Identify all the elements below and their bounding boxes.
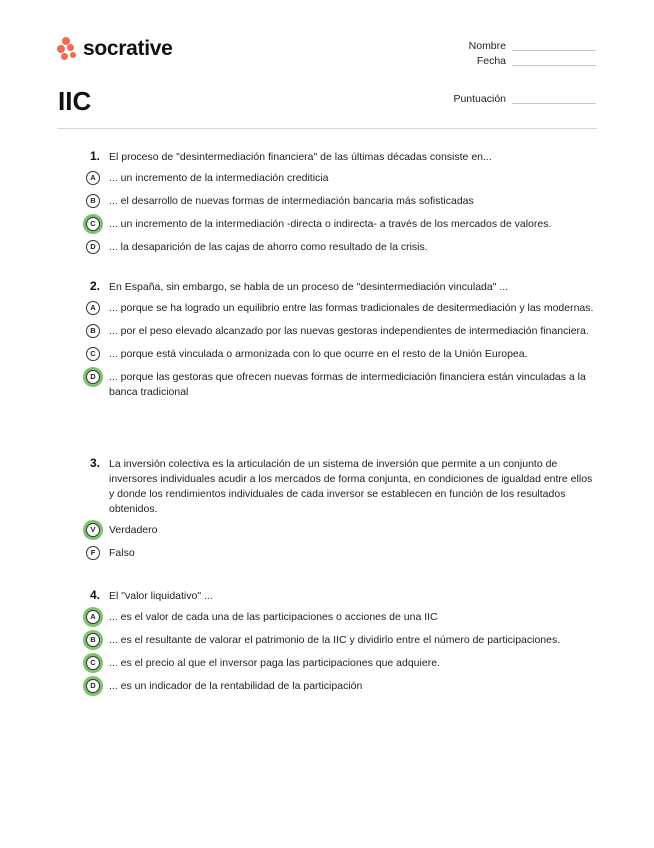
date-line[interactable] bbox=[512, 65, 596, 66]
name-label: Nombre bbox=[468, 40, 506, 52]
answer-text: ... el desarrollo de nuevas formas de intermediación bancaria más sofisticadas bbox=[109, 195, 474, 207]
socrative-logo bbox=[57, 37, 173, 61]
question-4 bbox=[86, 589, 596, 702]
question-stem bbox=[86, 457, 596, 517]
answer-bubble[interactable]: D bbox=[86, 240, 100, 254]
answer-option[interactable] bbox=[86, 324, 596, 339]
answer-text: ... un incremento de la intermediación -directa o indirecta- a través de los mercados de valores. bbox=[109, 218, 552, 230]
answer-bubble-correct[interactable]: B bbox=[86, 633, 100, 647]
answer-text: ... es el resultante de valorar el patrimonio de la IIC y dividirlo entre el número de participaciones. bbox=[109, 634, 561, 646]
answer-option[interactable] bbox=[86, 194, 596, 209]
answer-option[interactable] bbox=[86, 633, 596, 648]
answer-text: ... un incremento de la intermediación crediticia bbox=[109, 172, 329, 184]
question-number: 3. bbox=[90, 456, 101, 470]
answer-option[interactable] bbox=[86, 240, 596, 255]
answer-option[interactable] bbox=[86, 370, 596, 400]
question-text: El proceso de "desintermediación financiera" de las últimas décadas consiste en... bbox=[109, 151, 492, 163]
answer-text: ... porque está vinculada o armonizada con lo que ocurre en el resto de la Unión Europea. bbox=[109, 348, 528, 360]
answer-bubble-correct[interactable]: C bbox=[86, 217, 100, 231]
question-text: En España, sin embargo, se habla de un proceso de "desintermediación vinculada" ... bbox=[109, 281, 509, 293]
answer-text: Verdadero bbox=[109, 524, 158, 536]
question-3 bbox=[86, 457, 596, 569]
question-1 bbox=[86, 150, 596, 263]
answer-bubble[interactable]: C bbox=[86, 347, 100, 361]
question-number: 2. bbox=[90, 279, 101, 293]
answer-bubble[interactable]: B bbox=[86, 194, 100, 208]
answer-text: ... es el valor de cada una de las participaciones o acciones de una IIC bbox=[109, 611, 438, 623]
name-line[interactable] bbox=[512, 50, 596, 51]
score-label: Puntuación bbox=[453, 93, 506, 105]
answer-text: ... la desaparición de las cajas de ahorro como resultado de la crisis. bbox=[109, 241, 428, 253]
date-label: Fecha bbox=[476, 55, 506, 67]
answer-bubble-correct[interactable]: A bbox=[86, 610, 100, 624]
answer-option[interactable] bbox=[86, 679, 596, 694]
quiz-title: IIC bbox=[58, 86, 92, 116]
answer-option[interactable] bbox=[86, 546, 596, 561]
answer-bubble[interactable]: A bbox=[86, 171, 100, 185]
answer-text: ... porque las gestoras que ofrecen nuevas formas de intermediciación financiera están vinculadas a la banca tradicional bbox=[109, 371, 586, 398]
question-stem bbox=[86, 589, 596, 604]
answer-bubble-correct[interactable]: D bbox=[86, 370, 100, 384]
answer-text: Falso bbox=[109, 547, 135, 559]
question-2 bbox=[86, 280, 596, 408]
answer-bubble-correct[interactable]: C bbox=[86, 656, 100, 670]
answer-option[interactable] bbox=[86, 217, 596, 232]
answer-option[interactable] bbox=[86, 301, 596, 316]
answer-text: ... es un indicador de la rentabilidad de la participación bbox=[109, 680, 363, 692]
answer-option[interactable] bbox=[86, 610, 596, 625]
header-divider bbox=[57, 128, 597, 129]
question-number: 4. bbox=[90, 588, 101, 602]
answer-option[interactable] bbox=[86, 171, 596, 186]
answer-bubble[interactable]: B bbox=[86, 324, 100, 338]
date-field[interactable] bbox=[430, 55, 600, 69]
answer-option[interactable] bbox=[86, 656, 596, 671]
answer-option[interactable] bbox=[86, 347, 596, 362]
brand-name: socrative bbox=[83, 37, 173, 60]
score-line[interactable] bbox=[512, 103, 596, 104]
answer-bubble-correct[interactable]: V bbox=[86, 523, 100, 537]
score-field[interactable] bbox=[430, 93, 600, 107]
answer-text: ... es el precio al que el inversor paga las participaciones que adquiere. bbox=[109, 657, 440, 669]
answer-bubble-correct[interactable]: D bbox=[86, 679, 100, 693]
question-text: El "valor liquidativo" ... bbox=[109, 590, 213, 602]
question-stem bbox=[86, 150, 596, 165]
socrative-logo-icon bbox=[57, 37, 79, 61]
answer-text: ... porque se ha logrado un equilibrio entre las formas tradicionales de desitermediación y las modernas. bbox=[109, 302, 594, 314]
answer-option[interactable] bbox=[86, 523, 596, 538]
question-stem bbox=[86, 280, 596, 295]
answer-bubble[interactable]: A bbox=[86, 301, 100, 315]
question-number: 1. bbox=[90, 149, 101, 163]
name-field[interactable] bbox=[430, 40, 600, 54]
answer-text: ... por el peso elevado alcanzado por las nuevas gestoras independientes de intermediación financiera. bbox=[109, 325, 589, 337]
answer-bubble[interactable]: F bbox=[86, 546, 100, 560]
question-text: La inversión colectiva es la articulación de un sistema de inversión que permite a un conjunto de inversores individuales acudir a los mercados de forma conjunta, en condiciones de igualdad entre ellos y donde los rendimientos individuales de cada inversor se establecen en función de los resultados obtenidos. bbox=[109, 458, 593, 515]
